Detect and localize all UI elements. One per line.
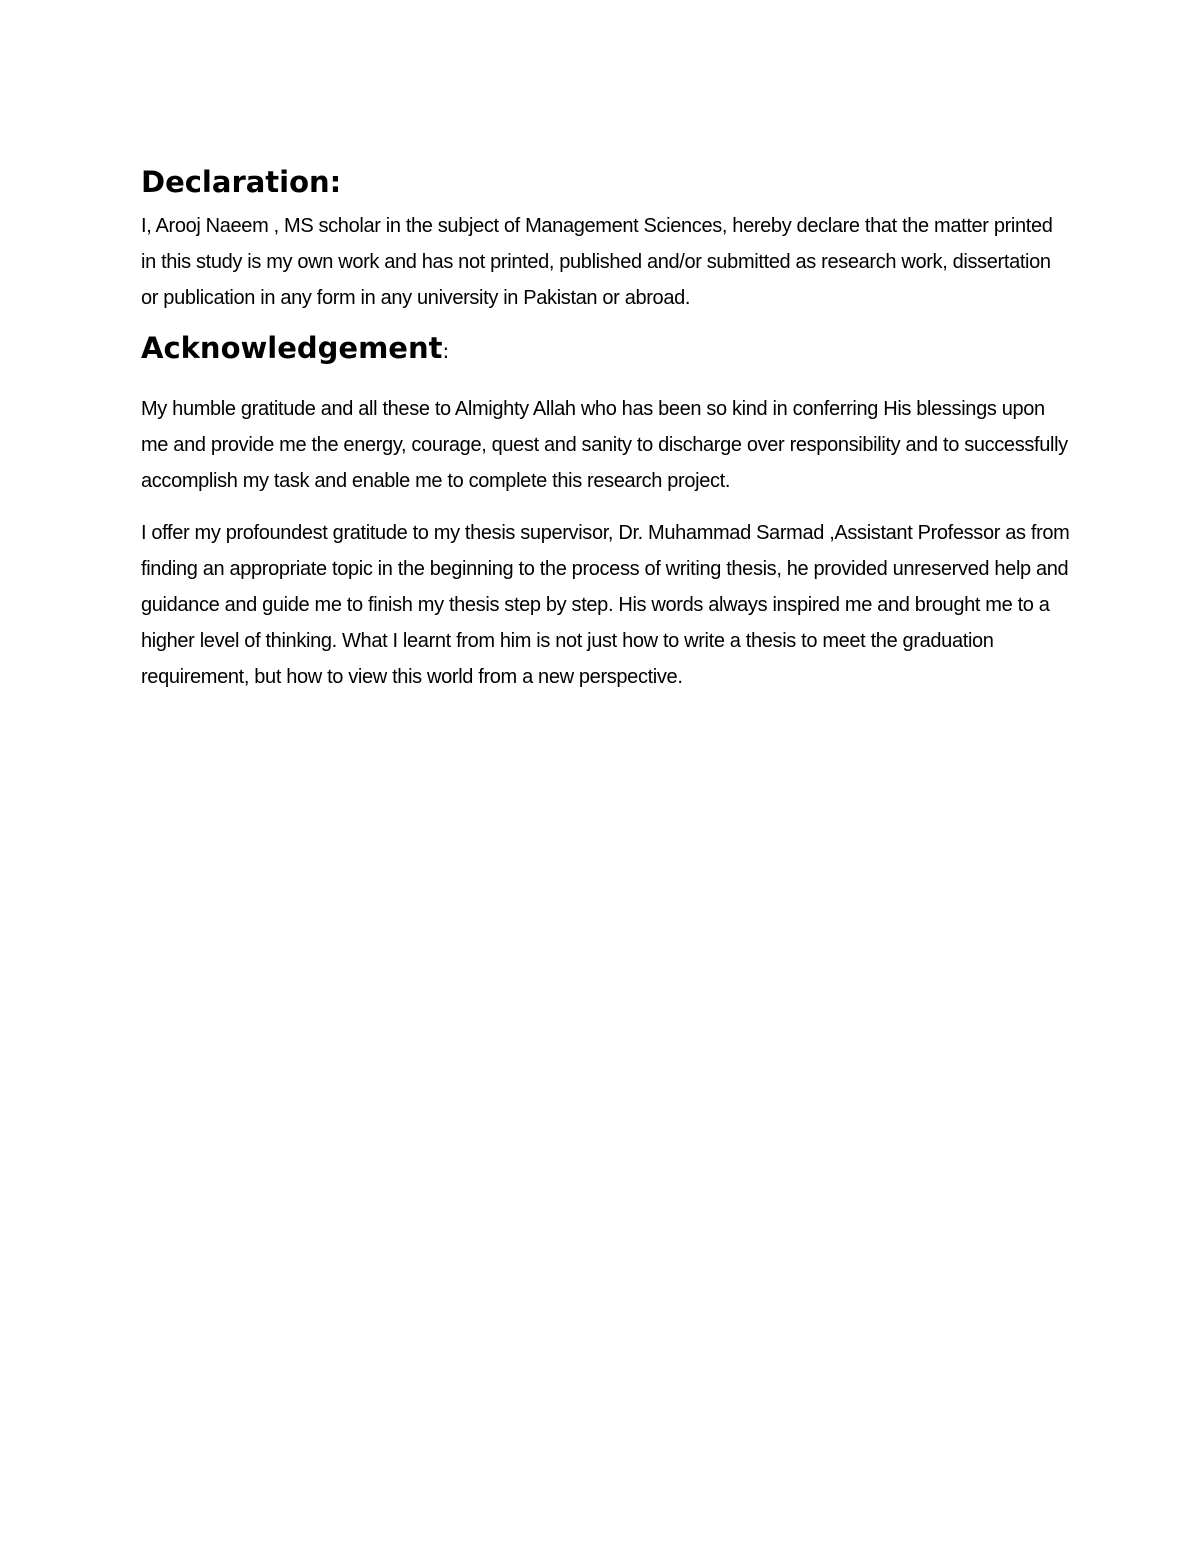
acknowledgement-heading (141, 326, 1071, 373)
acknowledgement-heading-text: Acknowledgement (141, 331, 443, 365)
document-content (141, 160, 1071, 695)
declaration-heading: Declaration: (141, 165, 342, 199)
acknowledgement-paragraph-1: My humble gratitude and all these to Almighty Allah who has been so kind in conferring His blessings upon me and provide me the energy, courage, quest and sanity to discharge over responsibility and to successfully accomplish my task and enable me to complete this research project. (141, 398, 1068, 492)
acknowledgement-heading-colon: : (442, 339, 450, 363)
acknowledgement-paragraph-2: I offer my profoundest gratitude to my thesis supervisor, Dr. Muhammad Sarmad ,Assistant Professor as from finding an appropriate topic in the beginning to the process of writing thesis, he provided unreserved help and guidance and guide me to finish my thesis step by step. His words always inspired me and brought me to a higher level of thinking. What I learnt from him is not just how to write a thesis to meet the graduation requirement, but how to view this world from a new perspective. (141, 522, 1070, 688)
declaration-paragraph: I, Arooj Naeem , MS scholar in the subject of Management Sciences, hereby declare that the matter printed in this study is my own work and has not printed, published and/or submitted as research work, dissertation or publication in any form in any university in Pakistan or abroad. (141, 215, 1053, 309)
